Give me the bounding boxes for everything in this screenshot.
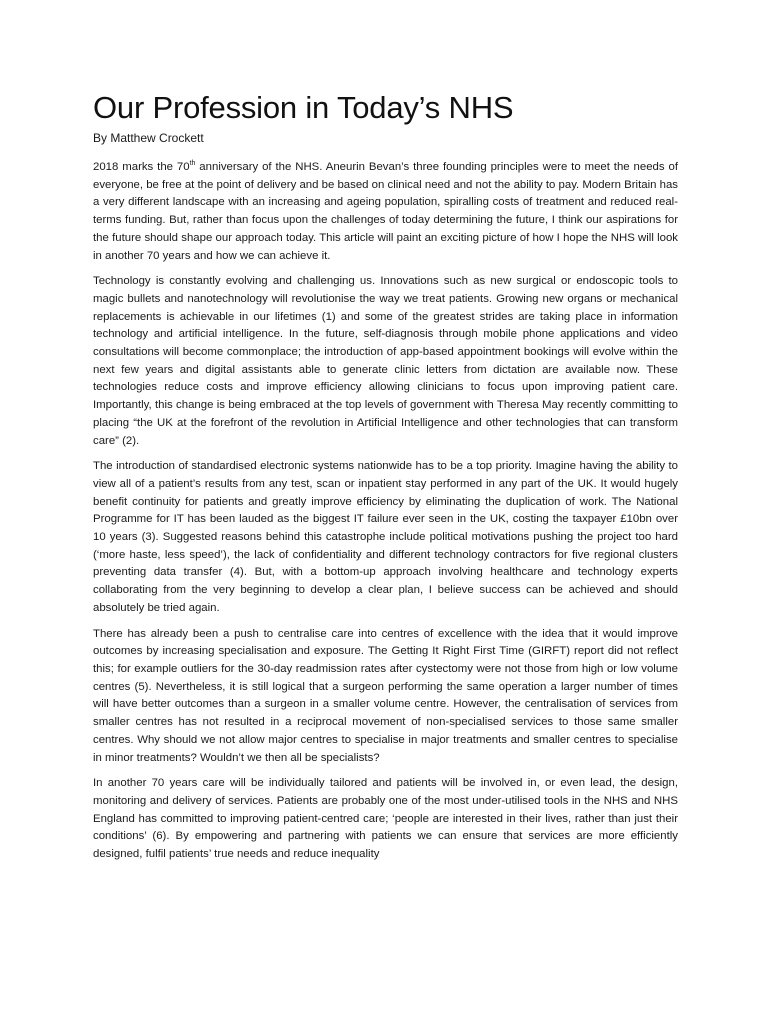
paragraph-4: There has already been a push to centralise care into centres of excellence with the idea that it would improve outcomes by increasing specialisation and exposure. The Getting It Right First Time (GIRFT) report did not reflect this; for example outliers for the 30-day readmission rates after cystectomy were not those from high or low volume centres (5). Nevertheless, it is still logical that a surgeon performing the same operation a larger number of times will have better outcomes than a surgeon in a smaller volume centre. However, the centralisation of services from smaller centres has not resulted in a reciprocal movement of non-specialised services to those same smaller centres. Why should we not allow major centres to specialise in major treatments and smaller centres to specialise in minor treatments? Wouldn’t we then all be specialists? [93, 627, 678, 764]
document-page [93, 88, 678, 872]
paragraph-1 [93, 159, 678, 265]
document-title: Our Profession in Today’s NHS [93, 90, 514, 125]
paragraph-3: The introduction of standardised electronic systems nationwide has to be a top priority. Imagine having the ability to view all of a patient’s results from any test, scan or inpatient stay performed in any part of the UK. It would hugely benefit continuity for patients and greatly improve efficiency by eliminating the duplication of work. The National Programme for IT has been lauded as the biggest IT failure ever seen in the UK, costing the taxpayer £10bn over 10 years (3). Suggested reasons behind this catastrophe include political motivations pushing the project too hard (‘more haste, less speed’), the lack of confidentiality and different technology contractors for five regional clusters preventing data transfer (4). But, with a bottom-up approach involving healthcare and technology experts collaborating from the very beginning to develop a clear plan, I believe success can be achieved and should absolutely be tried again. [93, 460, 678, 614]
paragraph-1-rest: anniversary of the NHS. Aneurin Bevan’s three founding principles were to meet the needs of everyone, be free at the point of delivery and be based on clinical need and not the ability to pay. Modern Britain has a very different landscape with an increasing and ageing population, spiralling costs of treatment and reduced real-terms funding. But, rather than focus upon the challenges of today determining the future, I think our aspirations for the future should shape our approach today. This article will paint an exciting picture of how I hope the NHS will look in another 70 years and how we can achieve it. [93, 161, 678, 262]
paragraph-1-start: 2018 marks the 70 [93, 161, 190, 173]
ordinal-suffix: th [189, 160, 196, 168]
paragraph-5: In another 70 years care will be individually tailored and patients will be involved in, or even lead, the design, monitoring and delivery of services. Patients are probably one of the most under-utilised tools in the NHS and NHS England has committed to improving patient-centred care; ‘people are interested in their lives, rather than just their conditions’ (6). By empowering and partnering with patients we can ensure that services are more efficiently designed, fulfil patients’ true needs and reduce inequality [93, 777, 678, 861]
document-author: By Matthew Crockett [93, 131, 204, 145]
paragraph-2: Technology is constantly evolving and challenging us. Innovations such as new surgical or endoscopic tools to magic bullets and nanotechnology will revolutionise the way we treat patients. Growing new organs or mechanical replacements is achievable in our lifetimes (1) and some of the greatest strides are taking place in information technology and artificial intelligence. In the future, self-diagnosis through mobile phone applications and video consultations will become commonplace; the introduction of app-based appointment bookings will evolve within the next few years and digital assistants able to generate clinic letters from dictation are available now. These technologies reduce costs and improve efficiency allowing clinicians to focus upon improving patient care. Importantly, this change is being embraced at the top levels of government with Theresa May recently committing to placing “the UK at the forefront of the revolution in Artificial Intelligence and other technologies that can transform care” (2). [93, 275, 678, 447]
